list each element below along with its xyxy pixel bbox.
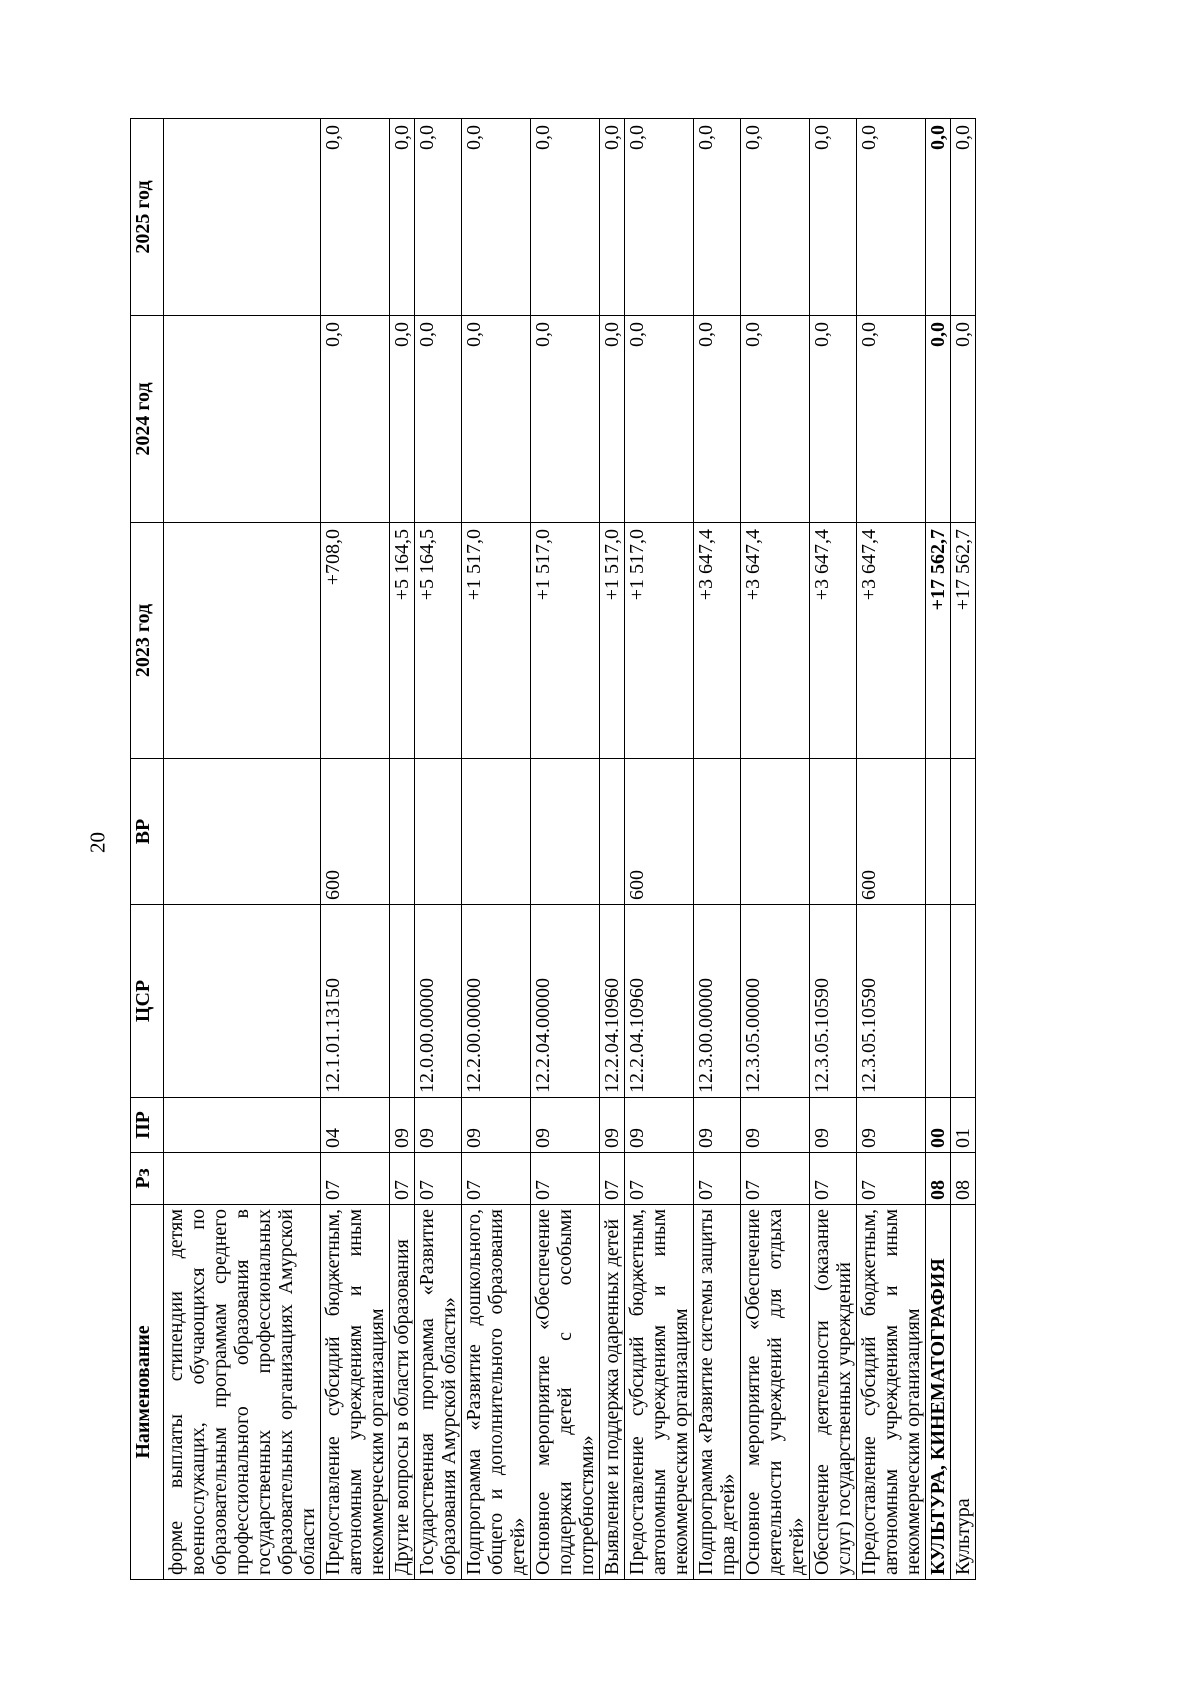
- table-cell-2023: +1 517,0: [625, 523, 694, 759]
- header-pr: ПР: [131, 1098, 164, 1153]
- table-cell-csr: 12.2.04.00000: [531, 905, 600, 1098]
- table-cell-2023: +708,0: [321, 523, 390, 759]
- table-cell-pr: [164, 1098, 321, 1153]
- table-cell-vr: [741, 759, 810, 905]
- table-cell-rz: [164, 1153, 321, 1205]
- table-cell-2024: 0,0: [741, 316, 810, 523]
- page-number: 20: [85, 832, 110, 853]
- table-cell-rz: 08: [951, 1153, 976, 1205]
- table-cell-name: форме выплаты стипендии детям военнослужащих, обучающихся по образовательным программам среднего профессионального образования в государственных профессиональных образовательных организациях Амурской области: [164, 1205, 321, 1580]
- table-cell-2024: 0,0: [951, 316, 976, 523]
- table-cell-vr: [415, 759, 462, 905]
- table-cell-csr: 12.2.00.00000: [462, 905, 531, 1098]
- table-cell-2024: 0,0: [415, 316, 462, 523]
- table-cell-csr: 12.3.05.00000: [741, 905, 810, 1098]
- table-cell-pr: 09: [415, 1098, 462, 1153]
- table-cell-vr: [164, 759, 321, 905]
- header-2025: 2025 год: [131, 119, 164, 316]
- table-cell-rz: 07: [415, 1153, 462, 1205]
- table-cell-2023: +1 517,0: [462, 523, 531, 759]
- table-cell-pr: 09: [625, 1098, 694, 1153]
- table-cell-csr: [164, 905, 321, 1098]
- table-cell-csr: 12.2.04.10960: [625, 905, 694, 1098]
- table-cell-vr: [694, 759, 741, 905]
- table-cell-csr: 12.1.01.13150: [321, 905, 390, 1098]
- table-cell-2025: 0,0: [321, 119, 390, 316]
- table-cell-pr: 04: [321, 1098, 390, 1153]
- table-row: [600, 119, 625, 1580]
- table-cell-rz: 07: [462, 1153, 531, 1205]
- table-cell-pr: 09: [741, 1098, 810, 1153]
- table-cell-vr: 600: [857, 759, 926, 905]
- table-cell-2024: 0,0: [462, 316, 531, 523]
- table-cell-vr: 600: [321, 759, 390, 905]
- table-cell-2025: 0,0: [600, 119, 625, 316]
- table-cell-2025: 0,0: [741, 119, 810, 316]
- table-cell-vr: [810, 759, 857, 905]
- table-cell-2025: 0,0: [390, 119, 415, 316]
- table-cell-pr: 09: [600, 1098, 625, 1153]
- table-cell-vr: [531, 759, 600, 905]
- table-cell-2023: +3 647,4: [741, 523, 810, 759]
- table-cell-pr: 01: [951, 1098, 976, 1153]
- table-cell-name: Основное мероприятие «Обеспечение деятельности учреждений для отдыха детей»: [741, 1205, 810, 1580]
- table-cell-2024: [164, 316, 321, 523]
- table-cell-rz: 08: [926, 1153, 951, 1205]
- table-cell-name: Подпрограмма «Развитие системы защиты прав детей»: [694, 1205, 741, 1580]
- table-cell-pr: 09: [531, 1098, 600, 1153]
- table-row: [390, 119, 415, 1580]
- table-cell-rz: 07: [321, 1153, 390, 1205]
- table-cell-2024: 0,0: [625, 316, 694, 523]
- budget-table: [130, 118, 976, 1580]
- table-cell-2025: 0,0: [415, 119, 462, 316]
- table-cell-2025: 0,0: [462, 119, 531, 316]
- table-cell-csr: 12.3.00.00000: [694, 905, 741, 1098]
- table-cell-vr: [926, 759, 951, 905]
- table-cell-rz: 07: [694, 1153, 741, 1205]
- table-cell-csr: 12.3.05.10590: [810, 905, 857, 1098]
- table-row: [810, 119, 857, 1580]
- table-cell-csr: 12.0.00.00000: [415, 905, 462, 1098]
- table-cell-2023: +3 647,4: [694, 523, 741, 759]
- table-cell-2025: [164, 119, 321, 316]
- table-cell-2024: 0,0: [926, 316, 951, 523]
- table-cell-2024: 0,0: [810, 316, 857, 523]
- table-cell-2024: 0,0: [694, 316, 741, 523]
- table-cell-vr: [600, 759, 625, 905]
- table-cell-2023: +5 164,5: [415, 523, 462, 759]
- table-cell-2025: 0,0: [694, 119, 741, 316]
- table-cell-2024: 0,0: [600, 316, 625, 523]
- table-row: [531, 119, 600, 1580]
- table-cell-name: Основное мероприятие «Обеспечение поддержки детей с особыми потребностями»: [531, 1205, 600, 1580]
- table-cell-name: Предоставление субсидий бюджетным, автономным учреждениям и иным некоммерческим организациям: [857, 1205, 926, 1580]
- header-vr: ВР: [131, 759, 164, 905]
- table-cell-pr: 09: [694, 1098, 741, 1153]
- table-cell-rz: 07: [625, 1153, 694, 1205]
- table-row: [462, 119, 531, 1580]
- table-cell-name: Культура: [951, 1205, 976, 1580]
- table-cell-csr: [926, 905, 951, 1098]
- table-header-row: [131, 119, 164, 1580]
- table-cell-name: КУЛЬТУРА, КИНЕМАТОГРАФИЯ: [926, 1205, 951, 1580]
- table-cell-rz: 07: [600, 1153, 625, 1205]
- table-cell-name: Обеспечение деятельности (оказание услуг) государственных учреждений: [810, 1205, 857, 1580]
- table-cell-csr: 12.3.05.10590: [857, 905, 926, 1098]
- table-cell-2025: 0,0: [810, 119, 857, 316]
- table-cell-pr: 09: [810, 1098, 857, 1153]
- table-cell-2024: 0,0: [531, 316, 600, 523]
- table-cell-csr: 12.2.04.10960: [600, 905, 625, 1098]
- table-cell-name: Подпрограмма «Развитие дошкольного, общего и дополнительного образования детей»: [462, 1205, 531, 1580]
- table-cell-2024: 0,0: [390, 316, 415, 523]
- table-row: [741, 119, 810, 1580]
- table-row: [694, 119, 741, 1580]
- table-cell-vr: 600: [625, 759, 694, 905]
- table-cell-name: Выявление и поддержка одаренных детей: [600, 1205, 625, 1580]
- table-cell-csr: [390, 905, 415, 1098]
- table-row: [857, 119, 926, 1580]
- table-cell-2025: 0,0: [531, 119, 600, 316]
- table-cell-2024: 0,0: [857, 316, 926, 523]
- table-cell-2023: +17 562,7: [951, 523, 976, 759]
- header-rz: Рз: [131, 1153, 164, 1205]
- header-name: Наименование: [131, 1205, 164, 1580]
- table-cell-2025: 0,0: [926, 119, 951, 316]
- table-cell-2023: +17 562,7: [926, 523, 951, 759]
- table-cell-2023: [164, 523, 321, 759]
- table-cell-name: Предоставление субсидий бюджетным, автономным учреждениям и иным некоммерческим организациям: [321, 1205, 390, 1580]
- header-2023: 2023 год: [131, 523, 164, 759]
- table-cell-2025: 0,0: [625, 119, 694, 316]
- table-cell-2023: +5 164,5: [390, 523, 415, 759]
- table-cell-2023: +1 517,0: [531, 523, 600, 759]
- table-row: [951, 119, 976, 1580]
- header-csr: ЦСР: [131, 905, 164, 1098]
- table-cell-pr: 09: [857, 1098, 926, 1153]
- table-row: [164, 119, 321, 1580]
- table-cell-2023: +3 647,4: [857, 523, 926, 759]
- table-cell-name: Другие вопросы в области образования: [390, 1205, 415, 1580]
- table-cell-rz: 07: [531, 1153, 600, 1205]
- table-cell-2024: 0,0: [321, 316, 390, 523]
- table-cell-name: Государственная программа «Развитие образования Амурской области»: [415, 1205, 462, 1580]
- table-cell-vr: [462, 759, 531, 905]
- table-cell-2025: 0,0: [951, 119, 976, 316]
- budget-table-container: [130, 119, 1027, 1580]
- table-row: [415, 119, 462, 1580]
- table-cell-pr: 00: [926, 1098, 951, 1153]
- table-cell-rz: 07: [741, 1153, 810, 1205]
- table-row: [625, 119, 694, 1580]
- table-cell-vr: [390, 759, 415, 905]
- table-cell-pr: 09: [462, 1098, 531, 1153]
- table-cell-vr: [951, 759, 976, 905]
- table-cell-2023: +3 647,4: [810, 523, 857, 759]
- table-row: [321, 119, 390, 1580]
- table-cell-pr: 09: [390, 1098, 415, 1153]
- table-cell-rz: 07: [810, 1153, 857, 1205]
- header-2024: 2024 год: [131, 316, 164, 523]
- table-row: [926, 119, 951, 1580]
- table-cell-name: Предоставление субсидий бюджетным, автономным учреждениям и иным некоммерческим организациям: [625, 1205, 694, 1580]
- table-cell-rz: 07: [390, 1153, 415, 1205]
- table-cell-rz: 07: [857, 1153, 926, 1205]
- table-cell-2025: 0,0: [857, 119, 926, 316]
- table-cell-csr: [951, 905, 976, 1098]
- table-cell-2023: +1 517,0: [600, 523, 625, 759]
